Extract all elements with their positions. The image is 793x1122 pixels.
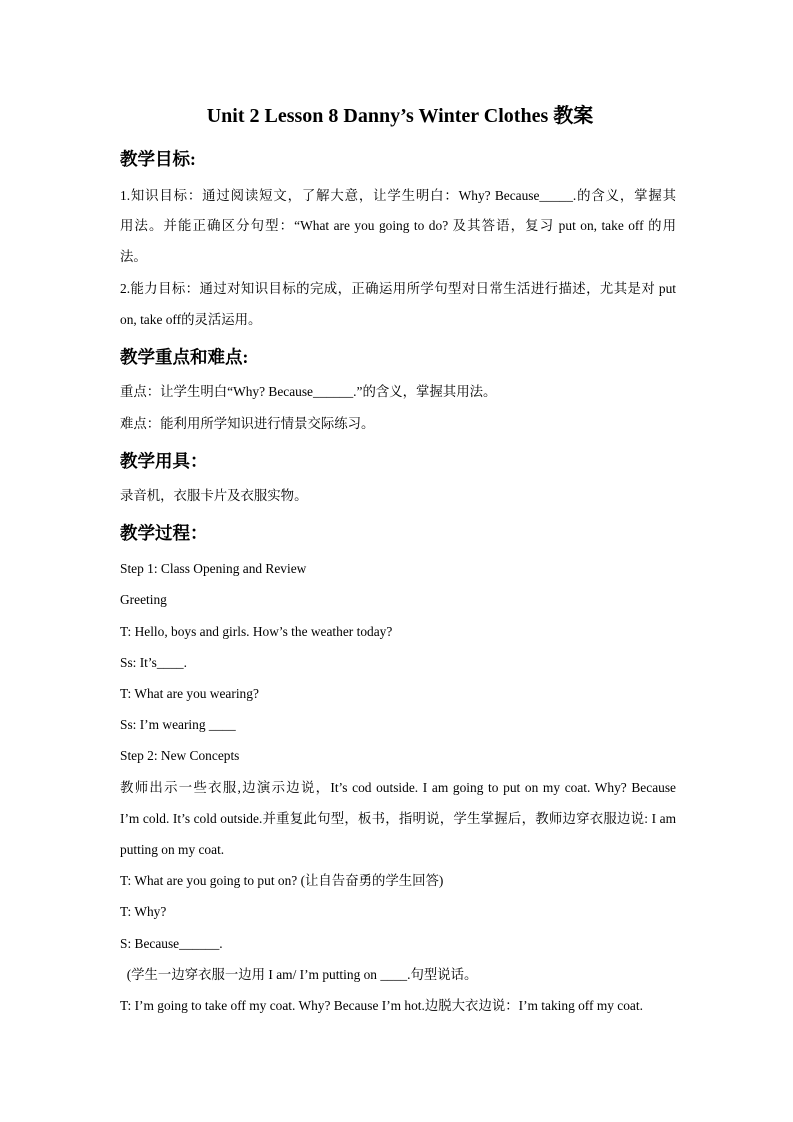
process-line: T: I’m going to take off my coat. Why? Because I’m hot.边脱大衣边说：I’m taking off my coat. xyxy=(120,998,643,1013)
document-title: Unit 2 Lesson 8 Danny’s Winter Clothes 教案 xyxy=(206,105,594,127)
focus-heading: 教学重点和难点: xyxy=(120,347,249,367)
process-line: Step 1: Class Opening and Review xyxy=(120,561,307,576)
focus-line: 重点：让学生明白“Why? Because______.”的含义，掌握其用法。 xyxy=(120,384,497,399)
process-line: 教师出示一些衣服,边演示边说，It’s cod outside. I am going to put on my coat. Why? Because xyxy=(120,780,676,795)
process-line: Step 2: New Concepts xyxy=(120,748,240,763)
objective-line: on, take off的灵活运用。 xyxy=(120,312,262,327)
process-line: Greeting xyxy=(120,592,167,607)
process-line: T: Why? xyxy=(120,904,167,919)
process-line: T: What are you wearing? xyxy=(120,686,259,701)
process-line: (学生一边穿衣服一边用 I am/ I’m putting on ____.句型说话。 xyxy=(120,967,478,982)
objective-line: 2.能力目标：通过对知识目标的完成，正确运用所学句型对日常生活进行描述，尤其是对 put xyxy=(120,281,676,296)
process-line: Ss: It’s____. xyxy=(120,655,187,670)
process-line: Ss: I’m wearing ____ xyxy=(120,717,236,732)
process-line: T: What are you going to put on? (让自告奋勇的学生回答) xyxy=(120,873,444,888)
process-line: putting on my coat. xyxy=(120,842,225,857)
objectives-heading: 教学目标: xyxy=(120,149,196,169)
objective-line: 用法。并能正确区分句型：“What are you going to do? 及其答语，复习 put on, take off 的用 xyxy=(120,218,676,233)
process-line: T: Hello, boys and girls. How’s the weather today? xyxy=(120,624,393,639)
objective-line: 1.知识目标：通过阅读短文，了解大意，让学生明白：Why? Because_____.的含义，掌握其 xyxy=(120,188,676,203)
tools-heading: 教学用具： xyxy=(120,451,208,471)
focus-line: 难点：能利用所学知识进行情景交际练习。 xyxy=(120,416,375,431)
tools-line: 录音机，衣服卡片及衣服实物。 xyxy=(120,488,308,503)
process-line: S: Because______. xyxy=(120,936,223,951)
process-heading: 教学过程： xyxy=(120,523,208,543)
process-line: I’m cold. It’s cold outside.并重复此句型，板书，指明说，学生掌握后，教师边穿衣服边说: I am xyxy=(120,811,676,826)
objective-line: 法。 xyxy=(120,249,147,264)
